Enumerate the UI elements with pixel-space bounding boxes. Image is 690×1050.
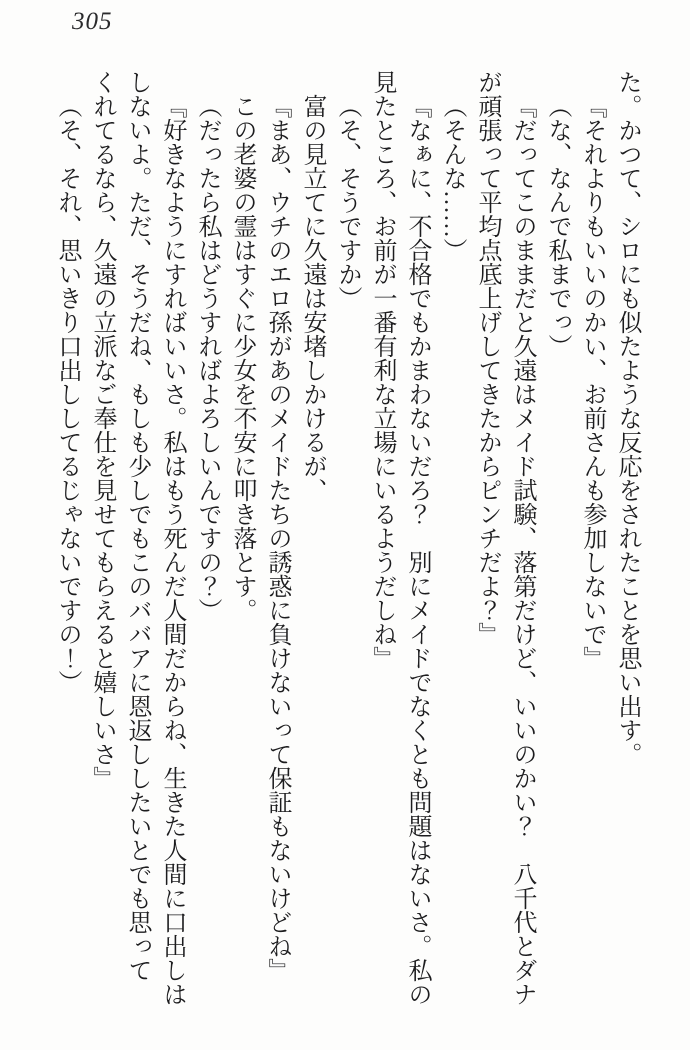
page-number: 305: [72, 8, 113, 35]
text-column: 見たところ、お前が一番有利な立場にいるようだしね』: [369, 70, 395, 670]
text-column: くれてるなら、久遠の立派なご奉仕を見せてもらえると嬉しいさ』: [89, 70, 115, 790]
text-column: （だったら私はどうすればよろしいんですの？）: [194, 94, 220, 622]
text-column: （そ、そうですか）: [334, 94, 360, 310]
text-column: （そんな……）: [439, 94, 465, 262]
text-column: 『好きなようにすればいいさ。私はもう死んだ人間だからね、生きた人間に口出しは: [159, 94, 185, 1006]
text-column: （な、なんで私までっ）: [544, 94, 570, 358]
text-column: 『まあ、ウチのエロ孫があのメイドたちの誘惑に負けないって保証もないけどね』: [264, 94, 290, 982]
text-column: 『それよりもいいのかい、お前さんも参加しないで』: [579, 94, 605, 670]
text-body: [49, 70, 644, 1010]
text-column: が頑張って平均点底上げしてきたからピンチだよ？』: [474, 70, 500, 646]
text-column: た。かつて、シロにも似たような反応をされたことを思い出す。: [614, 70, 640, 766]
text-column: 『だってこのままだと久遠はメイド試験、落第だけど、いいのかい？ 八千代とダナ: [509, 94, 535, 1006]
text-column: （そ、それ、思いきり口出ししてるじゃないですの！）: [54, 94, 80, 694]
text-column: 『なぁに、不合格でもかまわないだろ？ 別にメイドでなくとも問題はないさ。私の: [404, 94, 430, 1006]
text-column: この老婆の霊はすぐに少女を不安に叩き落とす。: [229, 94, 255, 622]
text-column: 富の見立てに久遠は安堵しかけるが、: [299, 94, 325, 502]
text-column: しないよ。ただ、そうだね、もしも少しでもこのババアに恩返ししたいとでも思って: [124, 70, 150, 982]
